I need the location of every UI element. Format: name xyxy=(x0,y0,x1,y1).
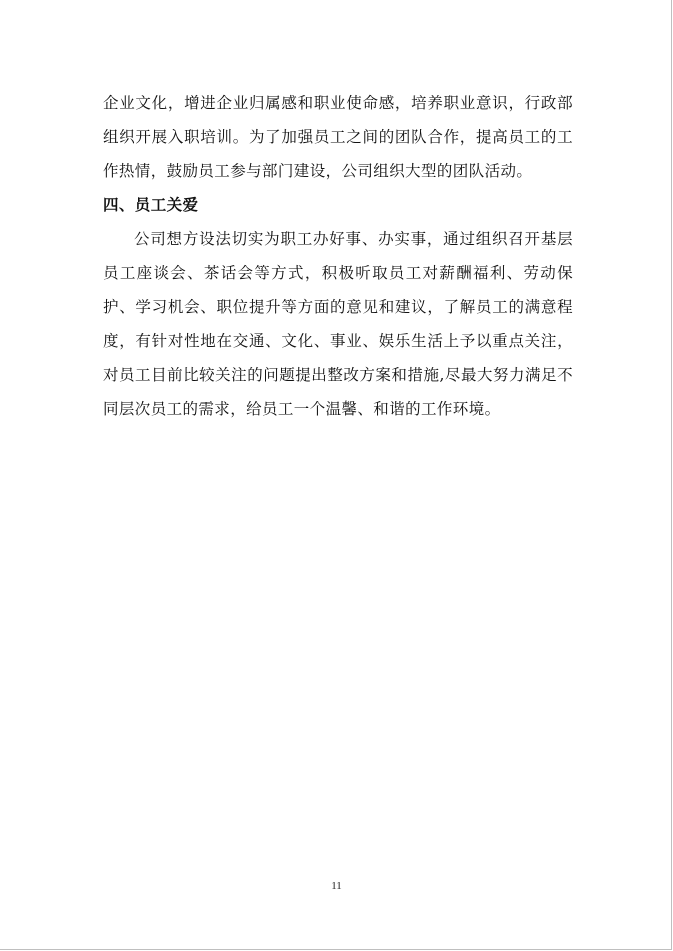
body-paragraph-continued: 企业文化，增进企业归属感和职业使命感，培养职业意识，行政部组织开展入职培训。为了加强员工之间的团队合作，提高员工的工作热情，鼓励员工参与部门建设，公司组织大型的团队活动。 xyxy=(103,94,573,180)
body-paragraph-employee-care: 公司想方设法切实为职工办好事、办实事，通过组织召开基层员工座谈会、茶话会等方式，积极听取员工对薪酬福利、劳动保护、学习机会、职位提升等方面的意见和建议，了解员工的满意程度，有针对性地在交通、文化、事业、娱乐生活上予以重点关注，对员工目前比较关注的问题提出整改方案和措施,尽最大努力满足不同层次员工的需求，给员工一个温馨、和谐的工作环境。 xyxy=(103,230,573,418)
page-content xyxy=(103,86,573,426)
section-heading: 四、员工关爱 xyxy=(103,196,199,214)
page-number: 11 xyxy=(331,880,342,892)
